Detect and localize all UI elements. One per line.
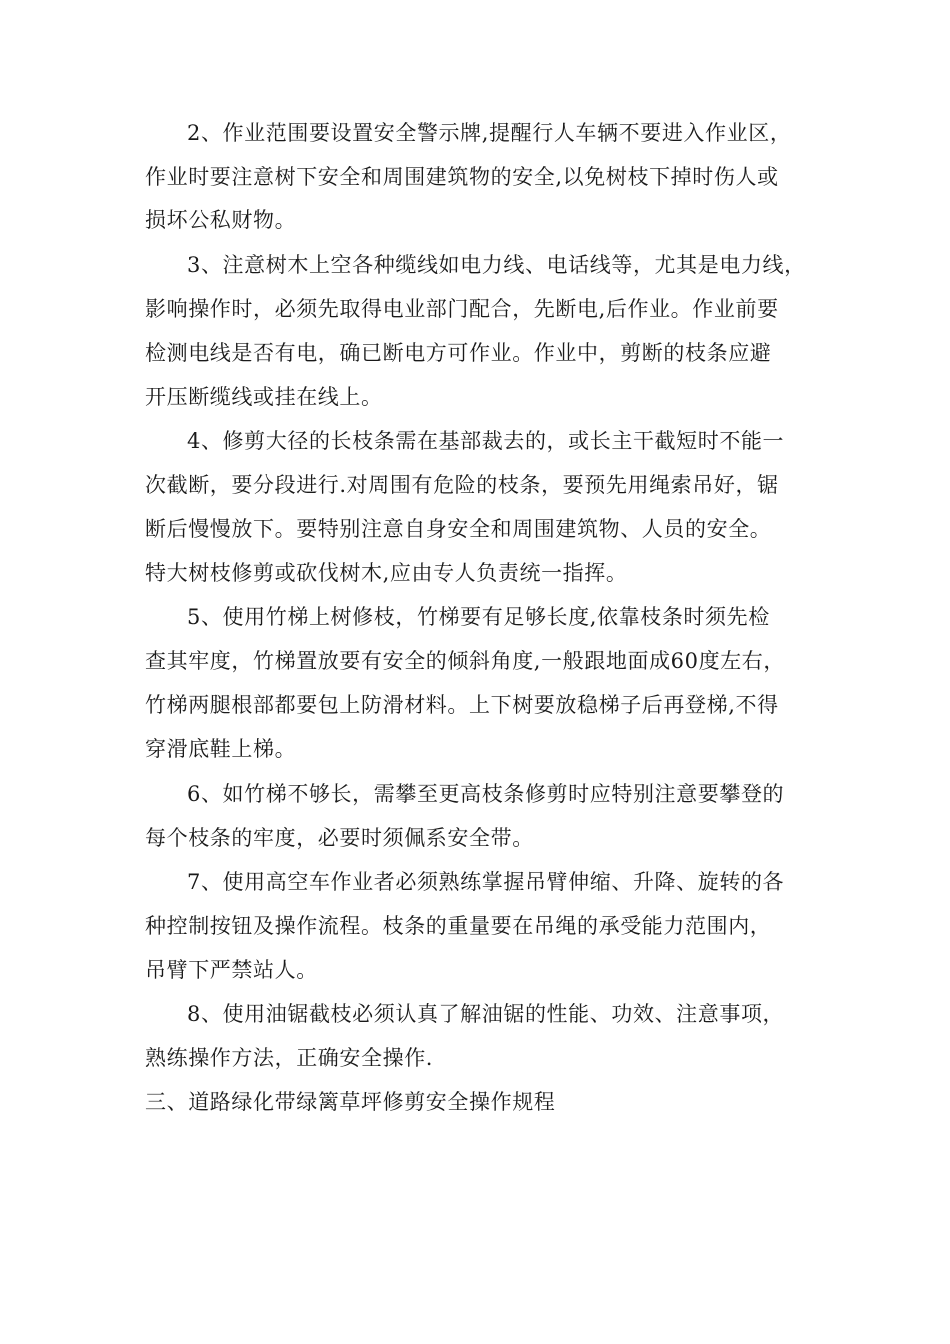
- paragraph-5-line-2: 查其牢度，竹梯置放要有安全的倾斜角度,一般跟地面成60度左右，: [145, 649, 785, 673]
- paragraph-2-line-1: 2、作业范围要设置安全警示牌,提醒行人车辆不要进入作业区，: [187, 121, 792, 145]
- paragraph-4-line-1: 4、修剪大径的长枝条需在基部裁去的，或长主干截短时不能一: [187, 429, 785, 453]
- paragraph-7-line-1: 7、使用高空车作业者必须熟练掌握吊臂伸缩、升降、旋转的各: [187, 870, 785, 894]
- paragraph-8-line-2: 熟练操作方法，正确安全操作.: [145, 1046, 434, 1070]
- paragraph-4-line-4: 特大树枝修剪或砍伐树木,应由专人负责统一指挥。: [145, 561, 628, 585]
- paragraph-3-line-4: 开压断缆线或挂在线上。: [145, 385, 383, 409]
- paragraph-2-line-2: 作业时要注意树下安全和周围建筑物的安全,以免树枝下掉时伤人或: [145, 165, 779, 189]
- paragraph-3-line-3: 检测电线是否有电，确已断电方可作业。作业中，剪断的枝条应避: [145, 341, 772, 365]
- paragraph-7-line-3: 吊臂下严禁站人。: [145, 958, 318, 982]
- paragraph-5-line-3: 竹梯两腿根部都要包上防滑材料。上下树要放稳梯子后再登梯,不得: [145, 693, 779, 717]
- paragraph-5-line-4: 穿滑底鞋上梯。: [145, 737, 297, 761]
- paragraph-6-line-2: 每个枝条的牢度，必要时须佩系安全带。: [145, 826, 534, 850]
- paragraph-4-line-2: 次截断，要分段进行.对周围有危险的枝条，要预先用绳索吊好，锯: [145, 473, 779, 497]
- paragraph-7-line-2: 种控制按钮及操作流程。枝条的重量要在吊绳的承受能力范围内，: [145, 914, 772, 938]
- paragraph-4-line-3: 断后慢慢放下。要特别注意自身安全和周围建筑物、人员的安全。: [145, 517, 772, 541]
- section-heading: 三、道路绿化带绿篱草坪修剪安全操作规程: [145, 1090, 556, 1114]
- paragraph-5-line-1: 5、使用竹梯上树修枝，竹梯要有足够长度,依靠枝条时须先检: [187, 605, 770, 629]
- paragraph-8-line-1: 8、使用油锯截枝必须认真了解油锯的性能、功效、注意事项，: [187, 1002, 785, 1026]
- paragraph-3-line-1: 3、注意树木上空各种缆线如电力线、电话线等，尤其是电力线，: [187, 253, 806, 277]
- paragraph-6-line-1: 6、如竹梯不够长，需攀至更高枝条修剪时应特别注意要攀登的: [187, 782, 785, 806]
- paragraph-3-line-2: 影响操作时，必须先取得电业部门配合，先断电,后作业。作业前要: [145, 297, 779, 321]
- paragraph-2-line-3: 损坏公私财物。: [145, 208, 297, 232]
